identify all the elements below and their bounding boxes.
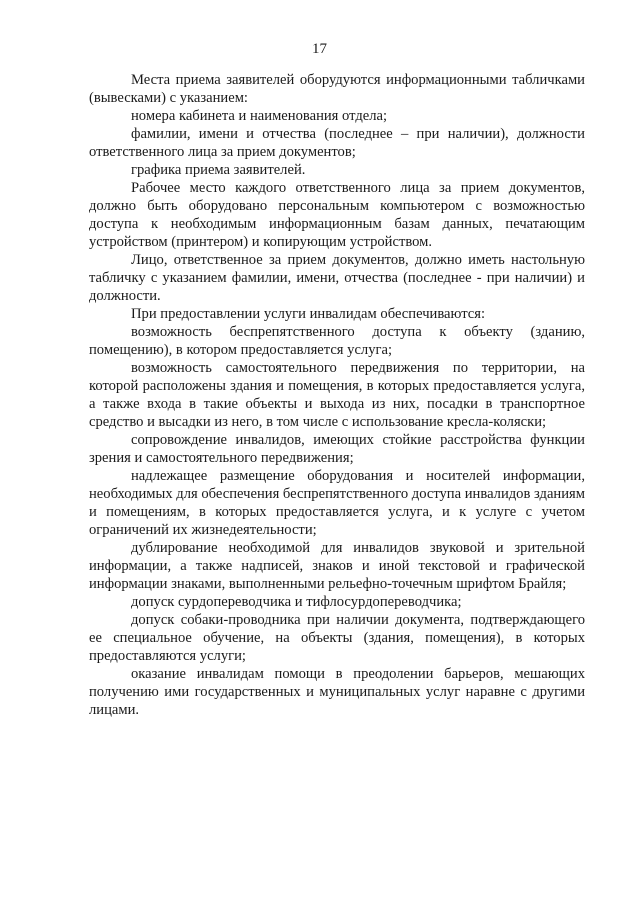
paragraph-escort: сопровождение инвалидов, имеющих стойкие расстройства функции зрения и самостоятельного передвижения; (89, 432, 585, 466)
paragraph-official-name: фамилии, имени и отчества (последнее – при наличии), должности ответственного лица за прием документов; (89, 126, 585, 160)
paragraph-equipment: надлежащее размещение оборудования и носителей информации, необходимых для обеспечения беспрепятственного доступа инвалидов зданиям и помещениям, в которых предоставляется услуга, и к услуге с учетом ограничений их жизнедеятельности; (89, 468, 585, 538)
paragraph-guide-dog: допуск собаки-проводника при наличии документа, подтверждающего ее специальное обучение, на объекты (здания, помещения), в которых предоставляются услуги; (89, 612, 585, 664)
paragraph-schedule: графика приема заявителей. (131, 162, 306, 178)
paragraph-desk-plate: Лицо, ответственное за прием документов, должно иметь настольную табличку с указанием фамилии, имени, отчества (последнее - при наличии) и должности. (89, 252, 585, 304)
paragraph-workplace: Рабочее место каждого ответственного лица за прием документов, должно быть оборудовано персональным компьютером с возможностью доступа к необходимым информационным базам данных, печатающим устройством (принтером) и копирующим устройством. (89, 180, 585, 250)
paragraph-movement: возможность самостоятельного передвижения по территории, на которой расположены здания и помещения, в которых предоставляется услуга, а также входа в такие объекты и выхода из них, посадки в транспортное средство и высадки из него, в том числе с использование кресла-коляски; (89, 360, 585, 430)
paragraph-office-number: номера кабинета и наименования отдела; (131, 108, 388, 124)
paragraph-reception-places: Места приема заявителей оборудуются информационными табличками (вывесками) с указанием: (89, 72, 585, 106)
paragraph-interpreter: допуск сурдопереводчика и тифлосурдопереводчика; (131, 594, 462, 610)
page-number: 17 (312, 41, 327, 57)
paragraph-access: возможность беспрепятственного доступа к объекту (зданию, помещению), в котором предоставляется услуга; (89, 324, 585, 358)
document-body (89, 71, 585, 719)
paragraph-braille: дублирование необходимой для инвалидов звуковой и зрительной информации, а также надписей, знаков и иной текстовой и графической информации знаками, выполненными рельефно-точечным шрифтом Брайля; (89, 540, 585, 592)
paragraph-assistance: оказание инвалидам помощи в преодолении барьеров, мешающих получению ими государственных и муниципальных услуг наравне с другими лицами. (89, 666, 585, 718)
paragraph-disabled-services: При предоставлении услуги инвалидам обеспечиваются: (131, 306, 486, 322)
